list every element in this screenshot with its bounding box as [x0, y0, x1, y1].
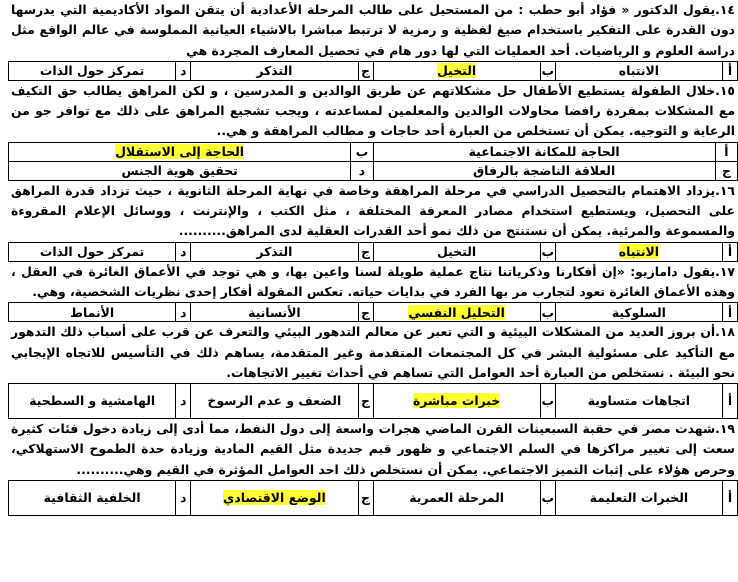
option-b[interactable] [373, 61, 540, 80]
option-letter-a: أ [723, 384, 738, 419]
option-c[interactable]: التذكر [191, 242, 358, 261]
option-letter-d: د [176, 303, 191, 322]
option-letter-a: أ [715, 142, 737, 161]
option-a[interactable]: السلوكية [555, 303, 722, 322]
question-17-text: ١٧.يقول دامازيو: «إن أفكارنا وذكرياتنا نتاج عملية طويلة لسنا واعين بها، و هي توجد في الأعماق الغائرة في العقل ، وهذه الأعماق الغائرة تعود لتجارب مر بها الفرد في بدايات حياته. تعكس المقولة أفكار إحدى نظريات الشخصية، وهي. [11, 263, 735, 299]
option-letter-a: أ [723, 303, 738, 322]
option-letter-d: د [176, 61, 191, 80]
option-a[interactable]: الخبرات التعليمة [555, 481, 722, 516]
option-letter-b: ب [541, 63, 554, 79]
question-14-options [8, 61, 738, 81]
answer-highlight: التحليل النفسي [408, 304, 505, 320]
worksheet-page [8, 0, 738, 516]
option-b[interactable] [9, 142, 351, 161]
option-b[interactable]: التخيل [373, 242, 540, 261]
option-a[interactable] [555, 242, 722, 261]
answer-highlight: الحاجة إلى الاستقلال [115, 144, 245, 160]
option-letter-c: ج [358, 242, 373, 261]
option-letter-a: أ [723, 61, 738, 80]
option-letter-b: ب [541, 304, 554, 320]
answer-highlight: خبرات مباشرة [412, 393, 501, 409]
question-18-text: ١٨.أن بروز العديد من المشكلات البيئية و التي تعبر عن معالم التدهور البيئي والتعرف عن قرب على أسباب ذلك التدهور مع التأكيد على مسئولية البشر في كل المجتمعات المتقدمة وغير المتقدمة، يساهم ذلك في التأسيس للاتجاه الإيجابي نحو البيئة . نستخلص من العبارة أحد العوامل التي تساهم في أحداث تغيير الاتجاهات. [11, 324, 735, 380]
option-d[interactable]: الخلفية الثقافية [9, 481, 176, 516]
option-letter-a: أ [723, 481, 738, 516]
option-letter-b: ب [541, 244, 554, 260]
question-18-options [8, 383, 738, 419]
answer-highlight: التخيل [437, 63, 477, 79]
option-letter-b: ب [351, 142, 373, 161]
question-16-text: ١٦.يزداد الاهتمام بالتحصيل الدراسي في مرحلة المراهقة وخاصة في نهاية المرحلة الثانوية ، حيث تزداد قدرة المراهق على التحصيل، ويستطيع استخدام مصادر المعرفة المختلفة ، مثل الكتب ، والإنترنت ، ووسائل الإعلام المقروءة والمسموعة والمرئية. يمكن أن نستنتج من ذلك نمو أحد القدرات العقلية لدى المراهق.......... [11, 182, 735, 239]
option-d[interactable]: الأنماط [9, 303, 176, 322]
option-b[interactable]: المرحلة العمرية [373, 481, 540, 516]
option-letter-b: ب [540, 481, 555, 516]
option-d[interactable]: تحقيق هوية الجنس [9, 161, 351, 180]
option-letter-a: أ [723, 242, 738, 261]
question-15-options [8, 142, 738, 181]
option-c[interactable]: التذكر [191, 61, 358, 80]
option-d[interactable]: الهامشية و السطحية [9, 384, 176, 419]
question-16-options [8, 242, 738, 262]
option-a[interactable]: اتجاهات متساوية [555, 384, 722, 419]
option-b[interactable] [373, 384, 540, 419]
option-letter-c: ج [358, 384, 373, 419]
option-d[interactable]: تمركز حول الذات [9, 242, 176, 261]
option-a[interactable]: الانتباه [555, 61, 722, 80]
option-c[interactable] [191, 481, 358, 516]
option-b[interactable] [373, 303, 540, 322]
option-c[interactable]: الأنسانية [191, 303, 358, 322]
option-letter-d: د [176, 384, 191, 419]
option-letter-c: ج [358, 481, 373, 516]
question-15-text: ١٥.خلال الطفولة يستطيع الأطفال حل مشكلاتهم عن طريق الوالدين و المدرسين ، و لكن المراهق يطالب حق التكيف مع المشكلات بمفردة رافضا محاولات الوالدين والمعلمين لمساعدته ، ويجب تشجيع المراهق على ذلك مع توافر جو من الرعاية و التوجيه. يمكن أن تستخلص من العبارة أحد حاجات و مطالب المراهقة و هي.. [11, 82, 735, 139]
question-19-text: ١٩.شهدت مصر في حقبة السبعينات القرن الماضي هجرات واسعة إلى دول النفط، مما أدى إلى زيادة دخول فئات كثيرة سعت إلى تغيير مراكزها في السلم الاجتماعي و ظهور قيم جديدة مثل القيم المادية وزيادة حدة الطموح الاستهلاكي، وحرص هؤلاء على إثبات التميز الاجتماعي. يمكن أن نستخلص ذلك احد العوامل المؤثرة في القيم وهي.......... [11, 421, 735, 477]
option-letter-c: ج [358, 303, 373, 322]
option-d[interactable]: تمركز حول الذات [9, 61, 176, 80]
answer-highlight: الانتباه [618, 244, 659, 260]
option-c[interactable]: الضعف و عدم الرسوخ [191, 384, 358, 419]
option-letter-c: ج [358, 61, 373, 80]
option-letter-d: د [351, 161, 373, 180]
question-17-options [8, 302, 738, 322]
option-letter-d: د [176, 481, 191, 516]
option-c[interactable]: العلاقة الناضجة بالرفاق [373, 161, 715, 180]
option-a[interactable]: الحاجة للمكانة الاجتماعية [373, 142, 715, 161]
option-letter-b: ب [540, 384, 555, 419]
option-letter-d: د [176, 242, 191, 261]
question-19-options [8, 480, 738, 516]
question-14-text: ١٤.يقول الدكتور « فؤاد أبو حطب : من المستحيل على طالب المرحلة الأعدادية أن يتقن المواد الأكاديمية التي يدرسها دون القدرة على التفكير باستخدام صيغ لفظية و رمزية لا ترتبط مباشرا بالاشياء العيانية المملوسة في عالم الواقع مثل دراسة العلوم و الرياضيات. أحد العمليات التي لها دور هام في تحصيل المعارف المجردة هي [11, 2, 735, 58]
answer-highlight: الوضع الاقتصادي [223, 490, 326, 506]
option-letter-c: ج [715, 161, 737, 180]
